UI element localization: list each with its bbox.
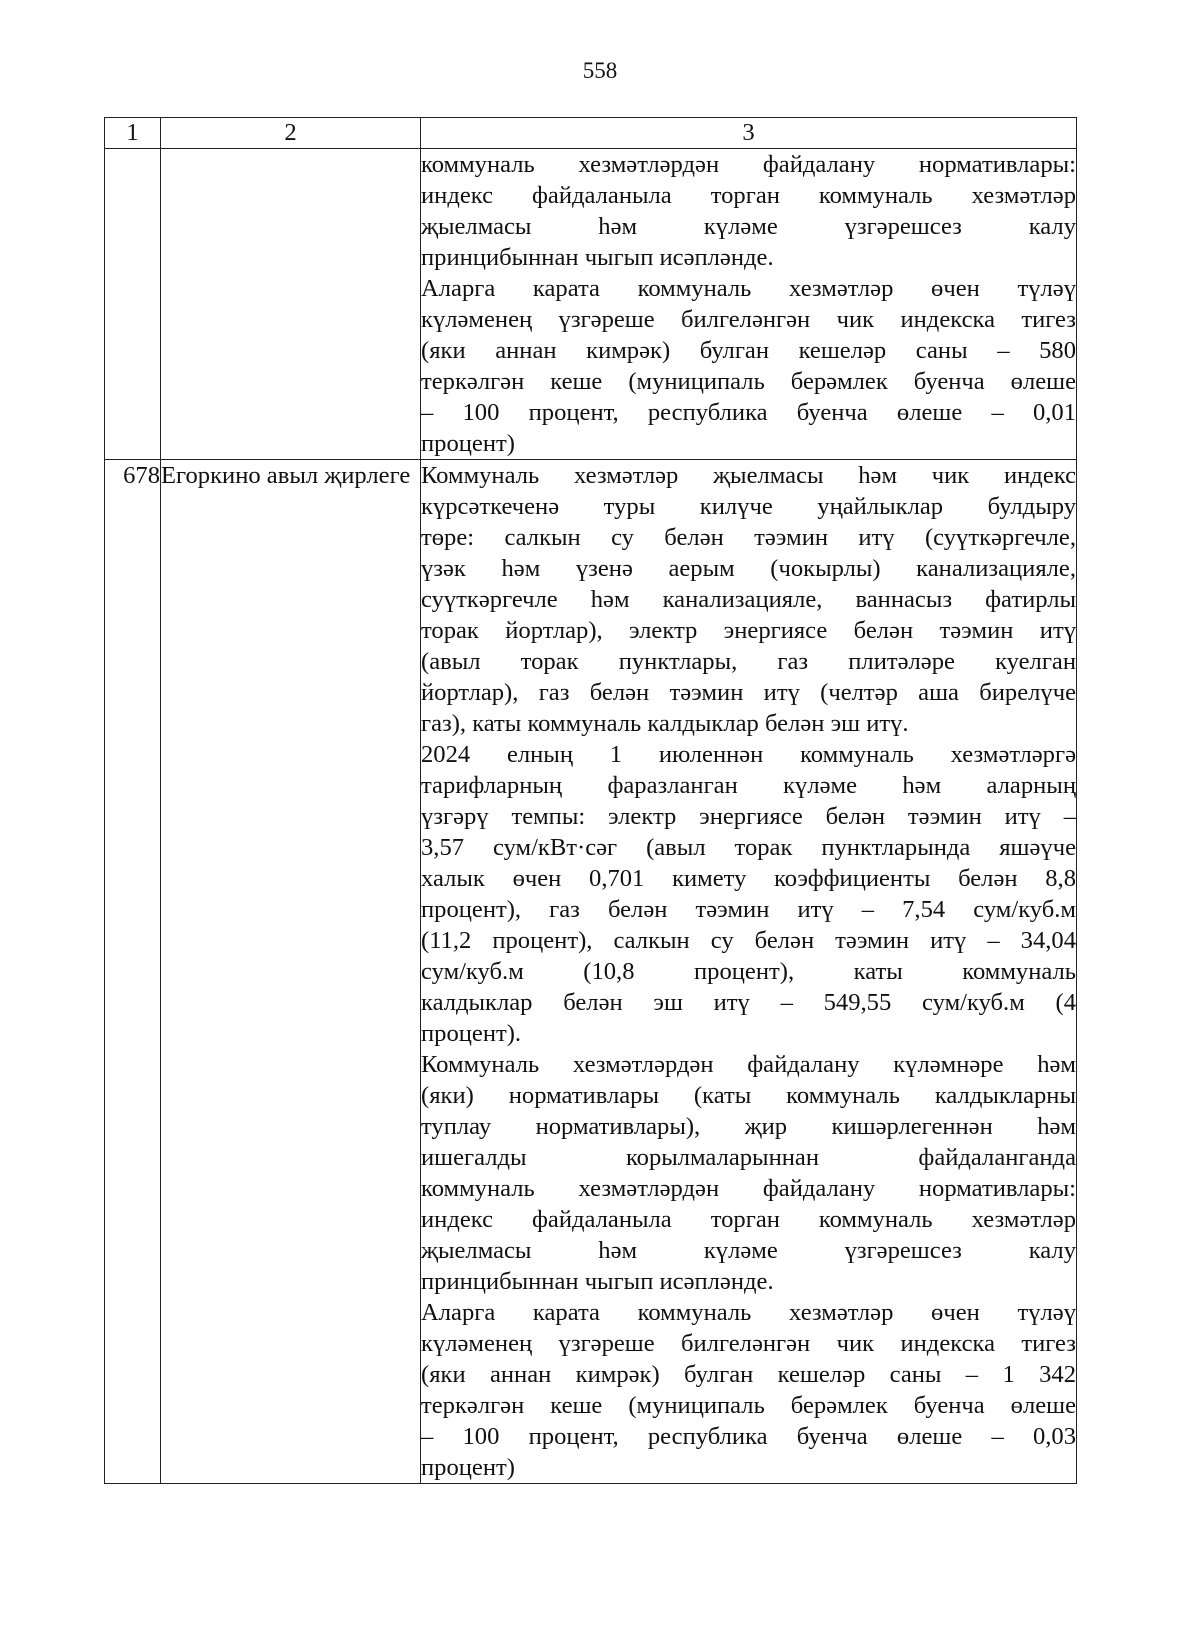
text-line: теркәлгән кеше (муниципаль берәмлек буенча өлеше xyxy=(421,368,1076,395)
table-header-row xyxy=(105,118,1077,149)
text-line: процент) xyxy=(421,1454,515,1481)
text-line: тарифларның фаразланган күләме һәм аларның xyxy=(421,772,1076,799)
text-line: газ), каты коммуналь калдыклар белән эш итү. xyxy=(421,710,909,737)
text-line: Аларга карата коммуналь хезмәтләр өчен түләү xyxy=(421,275,1076,302)
column-header-2: 2 xyxy=(161,118,421,149)
text-line: җыелмасы һәм күләме үзгәрешсез калу xyxy=(421,213,1076,240)
municipality-name-cell xyxy=(161,149,421,460)
text-line: үзәк һәм үзенә аерым (чокырлы) канализацияле, xyxy=(421,555,1076,582)
text-line: җыелмасы һәм күләме үзгәрешсез калу xyxy=(421,1237,1076,1264)
text-line: процент). xyxy=(421,1020,522,1047)
paragraph xyxy=(421,1049,1076,1297)
paragraph xyxy=(421,1297,1076,1483)
description-cell xyxy=(421,149,1077,460)
paragraph xyxy=(421,739,1076,1049)
text-line: 3,57 сум/кВт·сәг (авыл торак пунктларында яшәүче xyxy=(421,834,1076,861)
text-line: торак йортлар), электр энергиясе белән тәэмин итү xyxy=(421,617,1076,644)
text-line: (яки аннан кимрәк) булган кешеләр саны – 1 342 xyxy=(421,1361,1076,1388)
column-header-1: 1 xyxy=(105,118,161,149)
text-line: принцибыннан чыгып исәпләнде. xyxy=(421,244,774,271)
text-line: индекс файдаланыла торган коммуналь хезмәтләр xyxy=(421,1206,1076,1233)
text-line: коммуналь хезмәтләрдән файдалану нормативлары: xyxy=(421,151,1076,178)
text-line: төре: салкын су белән тәэмин итү (суүткәргечле, xyxy=(421,524,1076,551)
text-line: (авыл торак пунктлары, газ плитәләре куелган xyxy=(421,648,1076,675)
text-line: күләменең үзгәреше билгеләнгән чик индекска тигез xyxy=(421,1330,1076,1357)
text-line: (яки аннан кимрәк) булган кешеләр саны – 580 xyxy=(421,337,1076,364)
text-line: (яки) нормативлары (каты коммуналь калдыкларны xyxy=(421,1082,1076,1109)
text-line: индекс файдаланыла торган коммуналь хезмәтләр xyxy=(421,182,1076,209)
text-line: – 100 процент, республика буенча өлеше – 0,03 xyxy=(421,1423,1076,1450)
text-line: 2024 елның 1 июленнән коммуналь хезмәтләргә xyxy=(421,741,1076,768)
text-line: күрсәткеченә туры килүче уңайлыклар булдыру xyxy=(421,493,1076,520)
text-line: (11,2 процент), салкын су белән тәэмин итү – 34,04 xyxy=(421,927,1076,954)
text-line: калдыклар белән эш итү – 549,55 сум/куб.м (4 xyxy=(421,989,1076,1016)
table-row xyxy=(105,149,1077,460)
text-line: – 100 процент, республика буенча өлеше – 0,01 xyxy=(421,399,1076,426)
row-number-cell: 678 xyxy=(105,460,161,1484)
text-line: халык өчен 0,701 кимету коэффициенты белән 8,8 xyxy=(421,865,1076,892)
description-cell xyxy=(421,460,1077,1484)
text-line: күләменең үзгәреше билгеләнгән чик индекска тигез xyxy=(421,306,1076,333)
table-row xyxy=(105,460,1077,1484)
document-table xyxy=(104,117,1077,1484)
text-line: сум/куб.м (10,8 процент), каты коммуналь xyxy=(421,958,1076,985)
text-line: Аларга карата коммуналь хезмәтләр өчен түләү xyxy=(421,1299,1076,1326)
page-number: 558 xyxy=(582,58,618,83)
paragraph xyxy=(421,460,1076,739)
paragraph xyxy=(421,273,1076,459)
municipality-name-cell: Егоркино авыл җирлеге xyxy=(161,460,421,1484)
column-header-3: 3 xyxy=(421,118,1077,149)
row-number-cell xyxy=(105,149,161,460)
text-line: йортлар), газ белән тәэмин итү (челтәр аша бирелүче xyxy=(421,679,1076,706)
text-line: ишегалды корылмаларыннан файдаланганда xyxy=(421,1144,1076,1171)
text-line: принцибыннан чыгып исәпләнде. xyxy=(421,1268,774,1295)
text-line: туплау нормативлары), җир кишәрлегеннән һәм xyxy=(421,1113,1076,1140)
text-line: үзгәрү темпы: электр энергиясе белән тәэмин итү – xyxy=(421,803,1076,830)
text-line: теркәлгән кеше (муниципаль берәмлек буенча өлеше xyxy=(421,1392,1076,1419)
paragraph xyxy=(421,149,1076,273)
text-line: Коммуналь хезмәтләрдән файдалану күләмнәре һәм xyxy=(421,1051,1076,1078)
text-line: коммуналь хезмәтләрдән файдалану нормативлары: xyxy=(421,1175,1076,1202)
text-line: процент), газ белән тәэмин итү – 7,54 сум/куб.м xyxy=(421,896,1076,923)
text-line: Коммуналь хезмәтләр җыелмасы һәм чик индекс xyxy=(421,462,1076,489)
text-line: суүткәргечле һәм канализацияле, ваннасыз фатирлы xyxy=(421,586,1076,613)
text-line: процент) xyxy=(421,430,515,457)
